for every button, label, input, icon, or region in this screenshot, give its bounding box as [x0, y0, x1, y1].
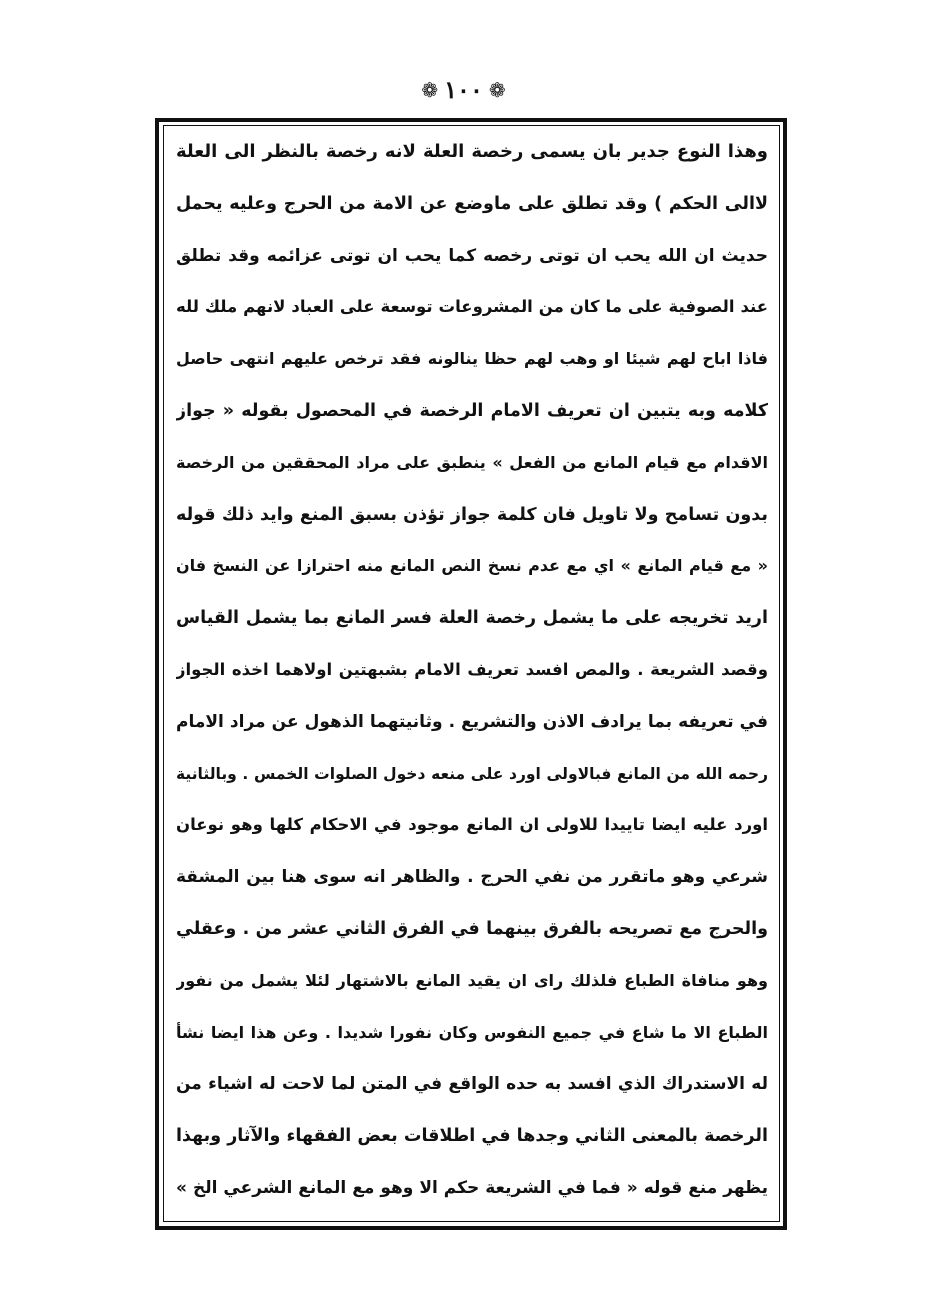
text-line: وهو منافاة الطباع فلذلك راى ان يقيد المانع بالاشتهار لئلا يشمل من نفور [176, 970, 768, 990]
text-line: يظهر منع قوله « فما في الشريعة حكم الا وهو مع المانع الشرعي الخ » [176, 1177, 768, 1198]
text-line: « مع قيام المانع » اي مع عدم نسخ النص المانع منه احترازا عن النسخ فان [176, 556, 768, 576]
text-line: اريد تخريجه على ما يشمل رخصة العلة فسر المانع بما يشمل القياس [176, 608, 768, 629]
text-line: والحرج مع تصريحه بالفرق بينهما في الفرق الثاني عشر من . وعقلي [176, 918, 768, 939]
text-line: كلامه وبه يتبين ان تعريف الامام الرخصة في المحصول بقوله « جواز [176, 400, 768, 421]
page-header [0, 72, 927, 108]
text-body [176, 134, 768, 1214]
text-line: لاالى الحكم ) وقد تطلق على ماوضع عن الامة من الحرج وعليه يحمل [176, 193, 768, 214]
text-line: له الاستدراك الذي افسد به حده الواقع في المتن لما لاحت له اشياء من [176, 1074, 768, 1095]
text-line: وقصد الشريعة . والمص افسد تعريف الامام بشبهتين اولاهما اخذه الجواز [176, 659, 768, 679]
text-line: رحمه الله من المانع فبالاولى اورد على منعه دخول الصلوات الخمس . وبالثانية [176, 764, 768, 783]
text-line: فاذا اباح لهم شيئا او وهب لهم حظا ينالونه فقد ترخص عليهم انتهى حاصل [176, 349, 768, 369]
text-line: الطباع الا ما شاع في جميع النفوس وكان نفورا شديدا . وعن هذا ايضا نشأ [176, 1022, 768, 1042]
text-line: بدون تسامح ولا تاويل فان كلمة جواز تؤذن بسبق المنع وايد ذلك قوله [176, 504, 768, 525]
text-line: الاقدام مع قيام المانع من الفعل » ينطبق على مراد المحققين من الرخصة [176, 452, 768, 472]
text-line: حديث ان الله يحب ان توتى رخصه كما يحب ان توتى عزائمه وقد تطلق [176, 245, 768, 266]
text-line: وهذا النوع جدير بان يسمى رخصة العلة لانه رخصة بالنظر الى العلة [176, 141, 768, 162]
left-ornament-icon: ❁ [421, 78, 439, 102]
text-line: اورد عليه ايضا تاييدا للاولى ان المانع موجود في الاحكام كلها وهو نوعان [176, 815, 768, 835]
text-line: الرخصة بالمعنى الثاني وجدها في اطلاقات بعض الفقهاء والآثار وبهذا [176, 1126, 768, 1147]
right-ornament-icon: ❁ [488, 78, 506, 102]
text-line: عند الصوفية على ما كان من المشروعات توسعة على العباد لانهم ملك لله [176, 297, 768, 317]
text-line: شرعي وهو ماتقرر من نفي الحرج . والظاهر انه سوى هنا بين المشقة [176, 867, 768, 888]
text-line: في تعريفه بما يرادف الاذن والتشريع . وثانيتهما الذهول عن مراد الامام [176, 711, 768, 732]
page-number: ١٠٠ [444, 75, 483, 104]
